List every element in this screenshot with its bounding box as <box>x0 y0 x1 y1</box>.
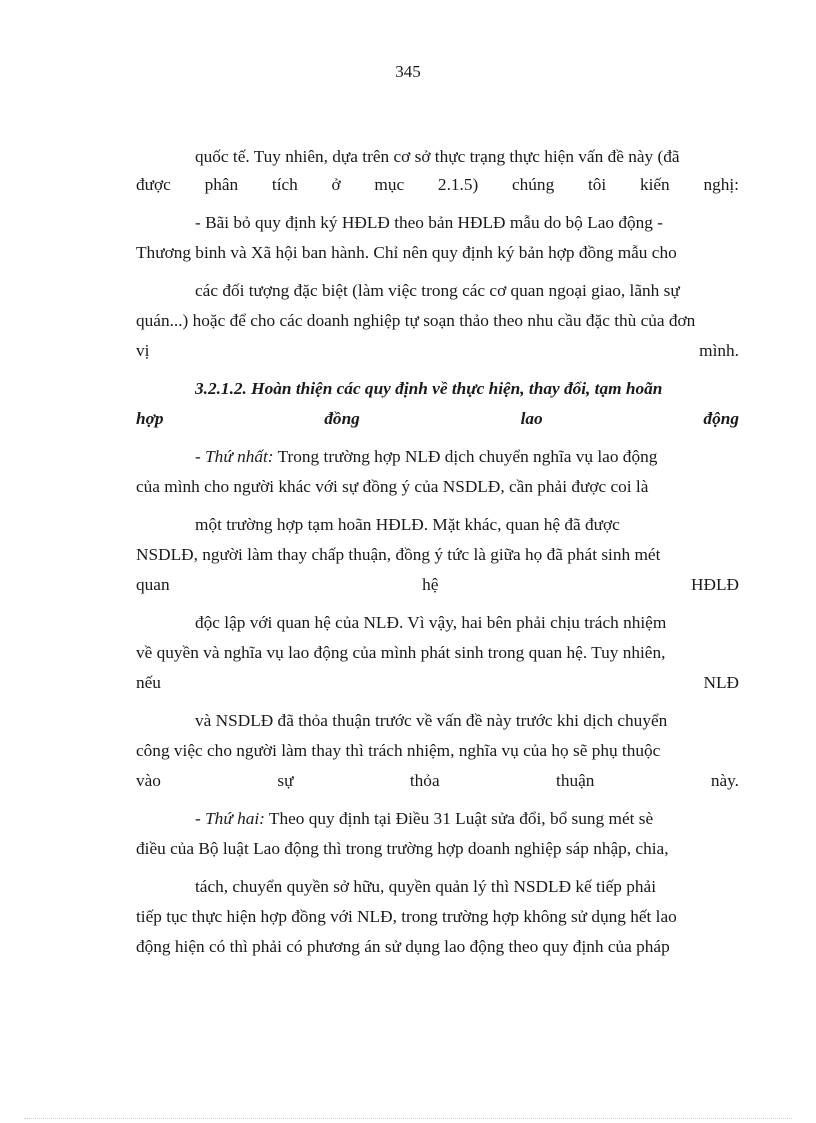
text-span: Theo quy định tại Điều 31 Luật sửa đổi, bổ sung mét sè <box>264 809 654 828</box>
word: vị <box>136 341 150 360</box>
word: kiến <box>639 175 670 194</box>
word: nếu <box>136 673 161 692</box>
text-line <box>195 808 739 830</box>
text-line-justified <box>136 574 739 596</box>
text-line: NSDLĐ, người làm thay chấp thuận, đồng ý tức là giữa họ đã phát sinh mét <box>136 545 661 564</box>
list-label: - Thứ nhất: <box>195 447 274 466</box>
text-line-justified <box>136 340 739 362</box>
text-line: tiếp tục thực hiện hợp đồng với NLĐ, trong trường hợp không sử dụng hết lao <box>136 907 677 926</box>
text-line: của mình cho người khác với sự đồng ý của NSDLĐ, cần phải được coi là <box>136 477 649 496</box>
word: hợp <box>136 409 164 428</box>
word: phân <box>204 175 239 194</box>
page-bottom-rule <box>24 1118 792 1119</box>
text-line-justified <box>136 174 739 196</box>
word: thuận <box>556 771 595 790</box>
page-number: 345 <box>395 62 421 81</box>
word: nghị: <box>703 175 739 194</box>
text-line: công việc cho người làm thay thì trách nhiệm, nghĩa vụ của họ sẽ phụ thuộc <box>136 741 661 760</box>
text-line: điều của Bộ luật Lao động thì trong trường hợp doanh nghiệp sáp nhập, chia, <box>136 839 669 858</box>
text-line: quốc tế. Tuy nhiên, dựa trên cơ sở thực trạng thực hiện vấn đề này (đã <box>195 147 680 166</box>
text-line: động hiện có thì phải có phương án sử dụng lao động theo quy định của pháp <box>136 937 670 956</box>
word: ở <box>331 175 341 194</box>
text-line-justified <box>136 672 739 694</box>
word: mục <box>374 175 405 194</box>
word: sự <box>277 771 294 790</box>
word: mình. <box>699 341 739 360</box>
word: HĐLĐ <box>691 575 739 594</box>
text-line <box>195 446 739 468</box>
word: tích <box>271 175 298 194</box>
text-line: tách, chuyển quyền sở hữu, quyền quản lý thì NSDLĐ kế tiếp phải <box>195 877 657 896</box>
section-heading: 3.2.1.2. Hoàn thiện các quy định về thực hiện, thay đổi, tạm hoãn <box>195 379 663 398</box>
text-line: một trường hợp tạm hoãn HĐLĐ. Mặt khác, quan hệ đã được <box>195 515 620 534</box>
text-line: về quyền và nghĩa vụ lao động của mình phát sinh trong quan hệ. Tuy nhiên, <box>136 643 666 662</box>
word: NLĐ <box>703 673 739 692</box>
word: động <box>703 409 739 428</box>
word: thỏa <box>409 771 440 790</box>
word: được <box>136 175 171 194</box>
section-heading-cont <box>136 408 739 430</box>
text-line: Thương binh và Xã hội ban hành. Chỉ nên quy định ký bản hợp đồng mẫu cho <box>136 243 677 262</box>
word: này. <box>710 771 739 790</box>
text-line: độc lập với quan hệ của NLĐ. Vì vậy, hai bên phải chịu trách nhiệm <box>195 613 667 632</box>
text-line: các đối tượng đặc biệt (làm việc trong các cơ quan ngoại giao, lãnh sự <box>195 281 680 300</box>
word: hệ <box>422 575 439 594</box>
word: 2.1.5) <box>437 175 479 194</box>
word: quan <box>136 575 170 594</box>
word: vào <box>136 771 161 790</box>
word: tôi <box>587 175 607 194</box>
word: chúng <box>511 175 555 194</box>
list-label: - Thứ hai: <box>195 809 265 828</box>
word: đồng <box>324 409 360 428</box>
text-line-justified <box>136 770 739 792</box>
word: lao <box>520 409 543 428</box>
text-line: quán...) hoặc để cho các doanh nghiệp tự soạn thảo theo nhu cầu đặc thù của đơn <box>136 311 696 330</box>
text-line: - Bãi bỏ quy định ký HĐLĐ theo bản HĐLĐ mẫu do bộ Lao động - <box>195 213 663 232</box>
text-line: và NSDLĐ đã thỏa thuận trước về vấn đề này trước khi dịch chuyển <box>195 711 668 730</box>
text-span: Trong trường hợp NLĐ dịch chuyển nghĩa vụ lao động <box>273 447 658 466</box>
